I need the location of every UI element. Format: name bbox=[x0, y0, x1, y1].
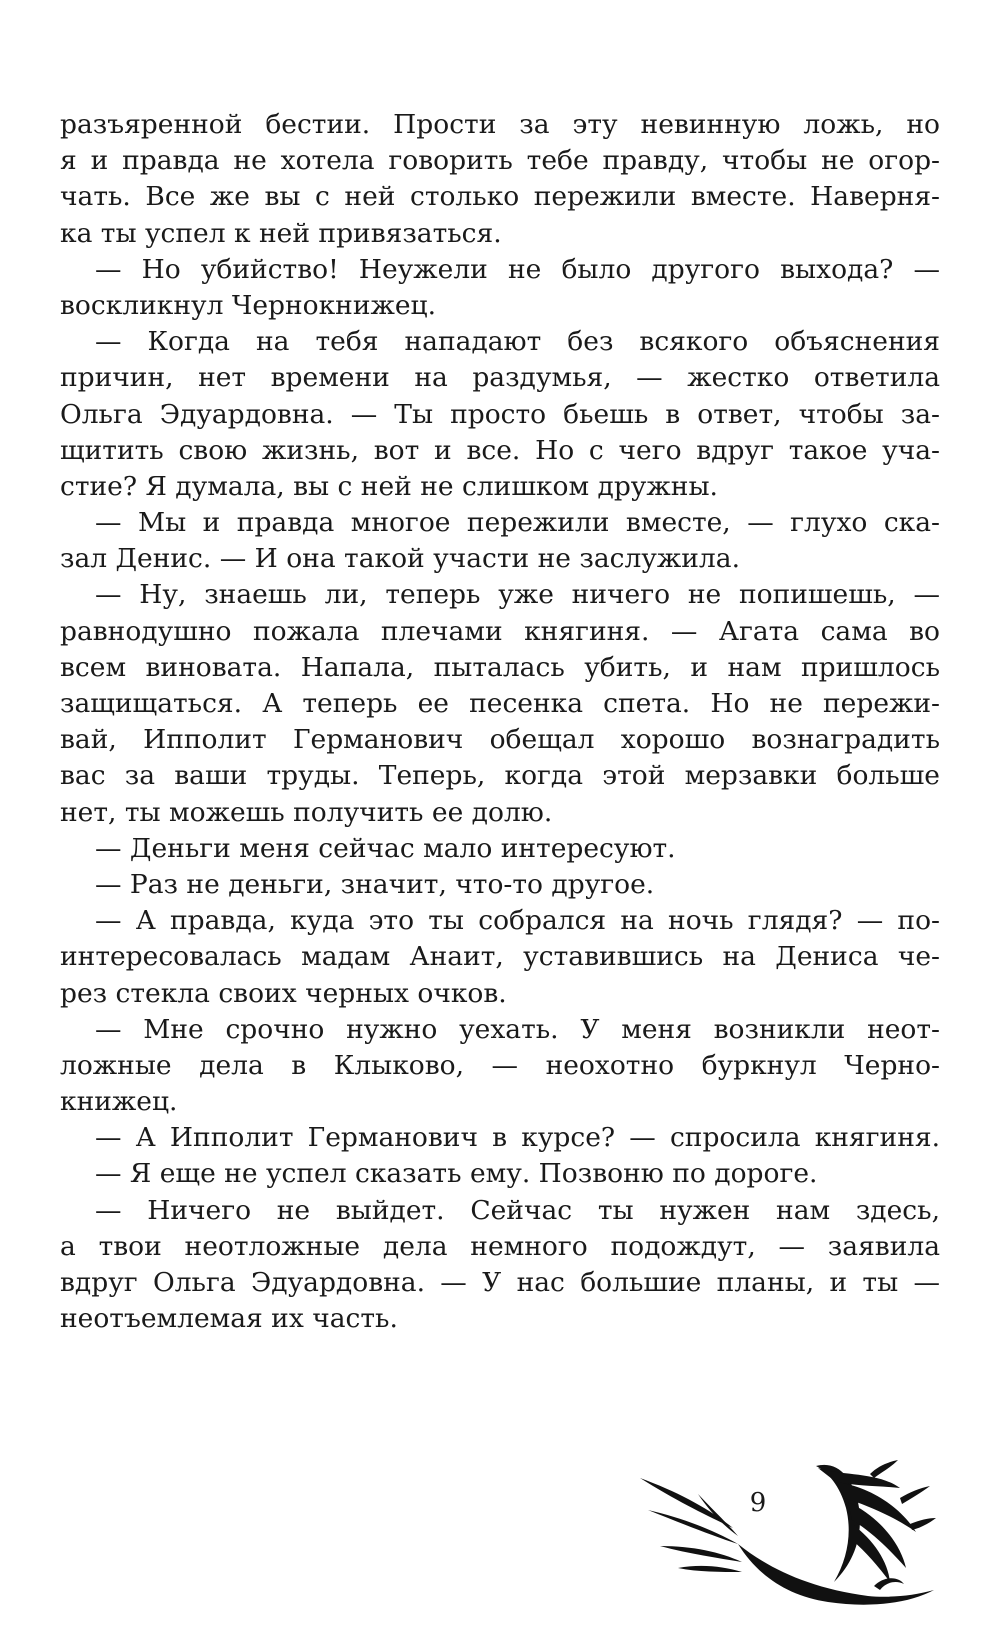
swirl-flourish-icon bbox=[638, 1458, 938, 1608]
page-text bbox=[60, 107, 940, 1337]
text-line: неотъемлемая их часть. bbox=[60, 1303, 398, 1335]
text-line: — Раз не деньги, значит, что-то другое. bbox=[95, 868, 655, 900]
text-line: ложные дела в Клыково, — неохотно буркнул Черно- bbox=[60, 1049, 940, 1081]
text-line: — Мы и правда многое пережили вместе, — глухо ска- bbox=[95, 507, 940, 539]
text-line: нет, ты можешь получить ее долю. bbox=[60, 796, 553, 828]
text-line: всем виновата. Напала, пыталась убить, и нам пришлось bbox=[60, 651, 940, 683]
text-line: Ольга Эдуардовна. — Ты просто бьешь в ответ, чтобы за- bbox=[60, 398, 940, 430]
text-line: книжец. bbox=[60, 1086, 178, 1118]
text-line: рез стекла своих черных очков. bbox=[60, 977, 507, 1009]
text-line: вас за ваши труды. Теперь, когда этой мерзавки больше bbox=[60, 760, 940, 792]
text-line: ка ты успел к ней привязаться. bbox=[60, 217, 502, 249]
text-line: — Ну, знаешь ли, теперь уже ничего не попишешь, — bbox=[95, 579, 940, 611]
text-line: — Мне срочно нужно уехать. У меня возникли неот- bbox=[95, 1013, 940, 1045]
text-line: интересовалась мадам Анаит, уставившись на Дениса че- bbox=[60, 941, 940, 973]
text-line: — Деньги меня сейчас мало интересуют. bbox=[95, 832, 676, 864]
text-line: равнодушно пожала плечами княгиня. — Агата сама во bbox=[60, 615, 940, 647]
text-line: зал Денис. — И она такой участи не заслужила. bbox=[60, 543, 740, 575]
text-line: — Ничего не выйдет. Сейчас ты нужен нам здесь, bbox=[95, 1194, 940, 1226]
text-line: защищаться. А теперь ее песенка спета. Но не пережи- bbox=[60, 688, 940, 719]
text-line: — А Ипполит Германович в курсе? — спросила княгиня. bbox=[95, 1122, 940, 1154]
text-line: — Я еще не успел сказать ему. Позвоню по дороге. bbox=[95, 1158, 818, 1190]
text-line: чать. Все же вы с ней столько пережили вместе. Наверня- bbox=[60, 181, 940, 213]
text-line: — Но убийство! Неужели не было другого выхода? — bbox=[95, 253, 940, 285]
text-line: вай, Ипполит Германович обещал хорошо вознаградить bbox=[60, 724, 940, 756]
text-line: — А правда, куда это ты собрался на ночь глядя? — по- bbox=[95, 905, 940, 937]
text-line: разъяренной бестии. Прости за эту невинную ложь, но bbox=[60, 109, 940, 140]
text-line: щитить свою жизнь, вот и все. Но с чего вдруг такое уча- bbox=[60, 434, 940, 466]
text-line: причин, нет времени на раздумья, — жестко ответила bbox=[60, 362, 940, 394]
text-line: — Когда на тебя нападают без всякого объяснения bbox=[95, 326, 940, 358]
text-line: воскликнул Чернокнижец. bbox=[60, 289, 437, 321]
page-number: 9 bbox=[749, 1488, 767, 1518]
text-line: стие? Я думала, вы с ней не слишком дружны. bbox=[60, 470, 718, 502]
text-line: я и правда не хотела говорить тебе правду, чтобы не огор- bbox=[60, 145, 940, 177]
text-line: а твои неотложные дела немного подождут, — заявила bbox=[60, 1230, 940, 1262]
text-line: вдруг Ольга Эдуардовна. — У нас большие планы, и ты — bbox=[60, 1267, 940, 1298]
